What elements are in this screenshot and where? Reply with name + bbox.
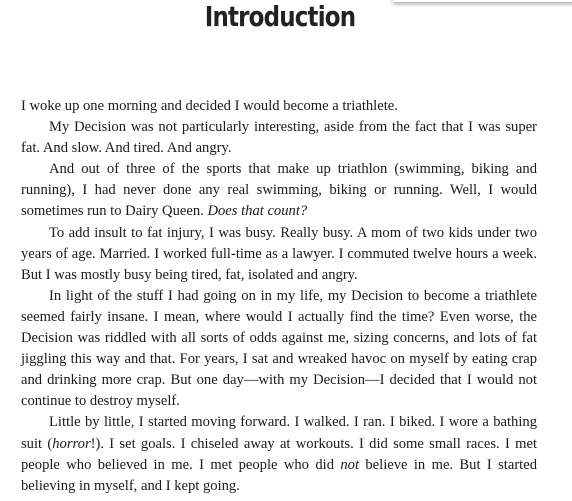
paragraph-4: To add insult to fat injury, I was busy. Really busy. A mom of two kids under two years of age. Married. I worked full-time as a lawyer. I commuted twelve hours a week. But I was mostly busy being tired, fat, isolated and angry. [21,224,537,283]
paragraph-3-text: And out of three of the sports that make up triathlon (swimming, biking and running), I had never done any real swimming, biking or running. Well, I would sometimes run to Dairy Queen. [21,161,537,220]
paragraph-2: My Decision was not particularly interesting, aside from the fact that I was super fat. And slow. And tired. And angry. [21,119,537,157]
paragraph-3-italic: Does that count? [207,203,308,220]
paragraph-1: I woke up one morning and decided I would become a triathlete. [21,98,398,114]
paragraph-5: In light of the stuff I had going on in my life, my Decision to become a triathlete seemed fairly insane. I mean, where would I actually find the time? Even worse, the Decision was riddled with all sorts of odds against me, sizing concerns, and lots of fat jiggling this way and that. For years, I sat and wreaked havoc on myself by eating crap and drinking more crap. But one day—with my Decision—I decided that I would not continue to destroy myself. [21,287,537,410]
paragraph-6 [21,412,537,496]
chapter-body [21,96,537,497]
paragraph-6-text-c: believe in me. But I started believing in myself, and I kept going. [21,456,538,494]
paragraph-6-text-b: !). I set goals. I chiseled away at workouts. I did some small races. I met people who believed in me. I met people who did [21,435,537,473]
paragraph-6-italic-a: horror [52,435,91,452]
paragraph-3 [21,159,537,222]
chapter-title: Introduction [204,0,356,33]
paragraph-6-italic-b: not [340,456,360,473]
paragraph-6-text-a: Little by little, I started moving forward. I walked. I ran. I biked. I wore a bathing suit ( [21,414,537,452]
